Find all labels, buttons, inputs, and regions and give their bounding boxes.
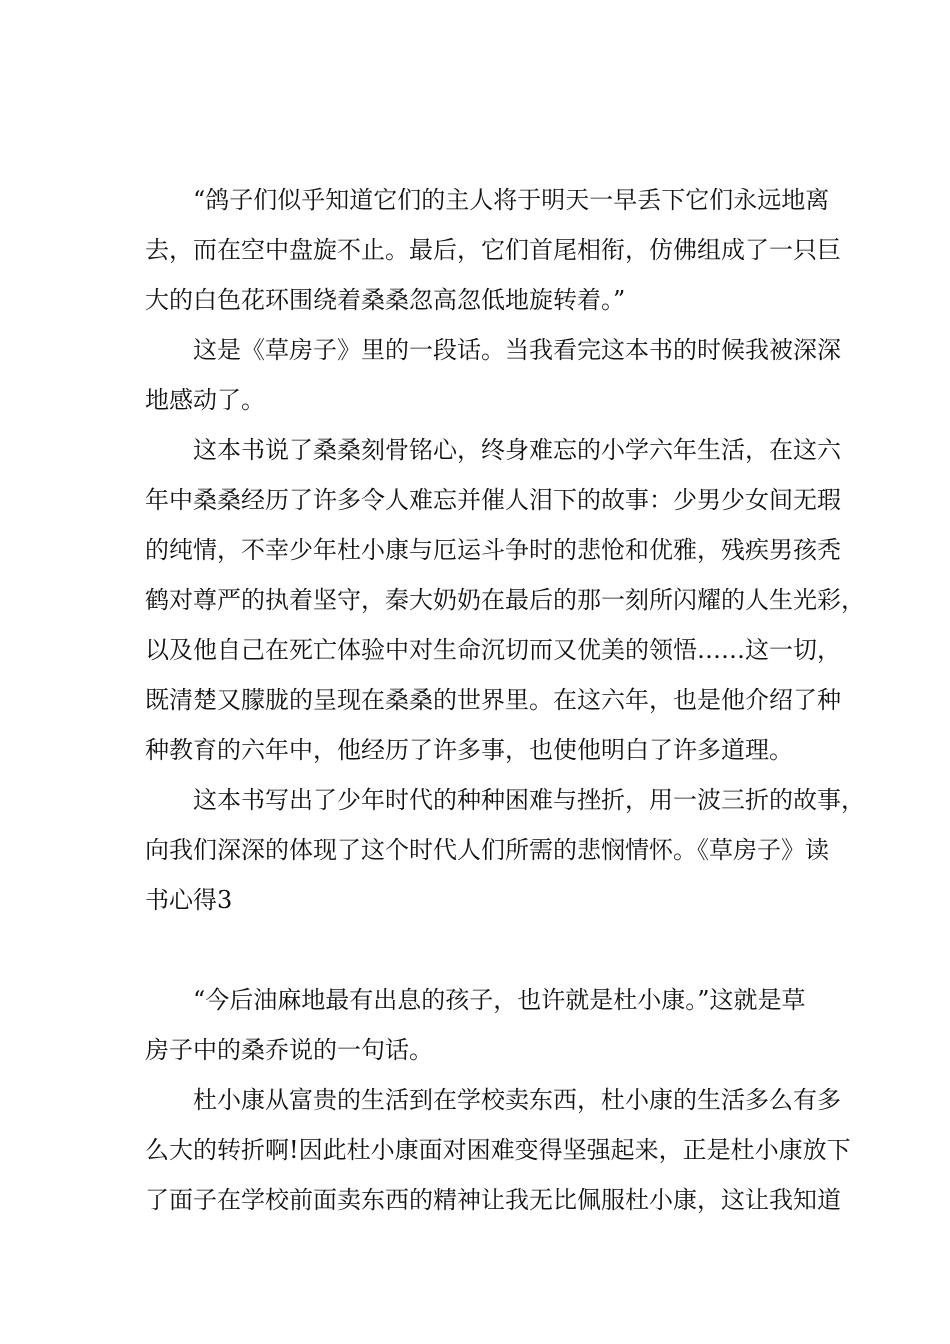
paragraph-line: “今后油麻地最有出息的孩子，也许就是杜小康。”这就是草: [193, 986, 806, 1014]
paragraph-line: 以及他自己在死亡体验中对生命沉切而又优美的领悟……这一切，: [145, 636, 841, 664]
paragraph-line: 种教育的六年中，他经历了许多事，也使他明白了许多道理。: [145, 736, 793, 764]
paragraph-line: 了面子在学校前面卖东西的精神让我无比佩服杜小康，这让我知道: [145, 1186, 841, 1214]
paragraph-line: 杜小康从富贵的生活到在学校卖东西，杜小康的生活多么有多: [193, 1086, 841, 1114]
paragraph-line: 鹤对尊严的执着坚守，秦大奶奶在最后的那一刻所闪耀的人生光彩，: [145, 586, 865, 614]
paragraph-line: 向我们深深的体现了这个时代人们所需的悲悯情怀。《草房子》读: [145, 836, 829, 864]
paragraph-line: “鸽子们似乎知道它们的主人将于明天一早丢下它们永远地离: [193, 186, 830, 214]
text-section-1: [145, 175, 865, 925]
paragraph-line: 房子中的桑乔说的一句话。: [145, 1036, 433, 1064]
paragraph-line: 的纯情，不幸少年杜小康与厄运斗争时的悲怆和优雅，残疾男孩秃: [145, 536, 841, 564]
paragraph-line: 年中桑桑经历了许多令人难忘并催人泪下的故事：少男少女间无瑕: [145, 486, 841, 514]
paragraph-line: 地感动了。: [145, 386, 265, 414]
paragraph-line: 去，而在空中盘旋不止。最后，它们首尾相衔，仿佛组成了一只巨: [145, 236, 841, 264]
paragraph-line: 么大的转折啊!因此杜小康面对困难变得坚强起来，正是杜小康放下: [145, 1136, 851, 1164]
paragraph-line: 大的白色花环围绕着桑桑忽高忽低地旋转着。”: [145, 286, 626, 314]
paragraph-line: 既清楚又朦胧的呈现在桑桑的世界里。在这六年，也是他介绍了种: [145, 686, 841, 714]
paragraph-line: 书心得3: [145, 886, 233, 914]
paragraph-line: 这本书说了桑桑刻骨铭心，终身难忘的小学六年生活，在这六: [193, 436, 841, 464]
paragraph-line: 这本书写出了少年时代的种种困难与挫折，用一波三折的故事，: [193, 786, 865, 814]
paragraph-line: 这是《草房子》里的一段话。当我看完这本书的时候我被深深: [193, 336, 841, 364]
text-section-2: [145, 975, 851, 1225]
